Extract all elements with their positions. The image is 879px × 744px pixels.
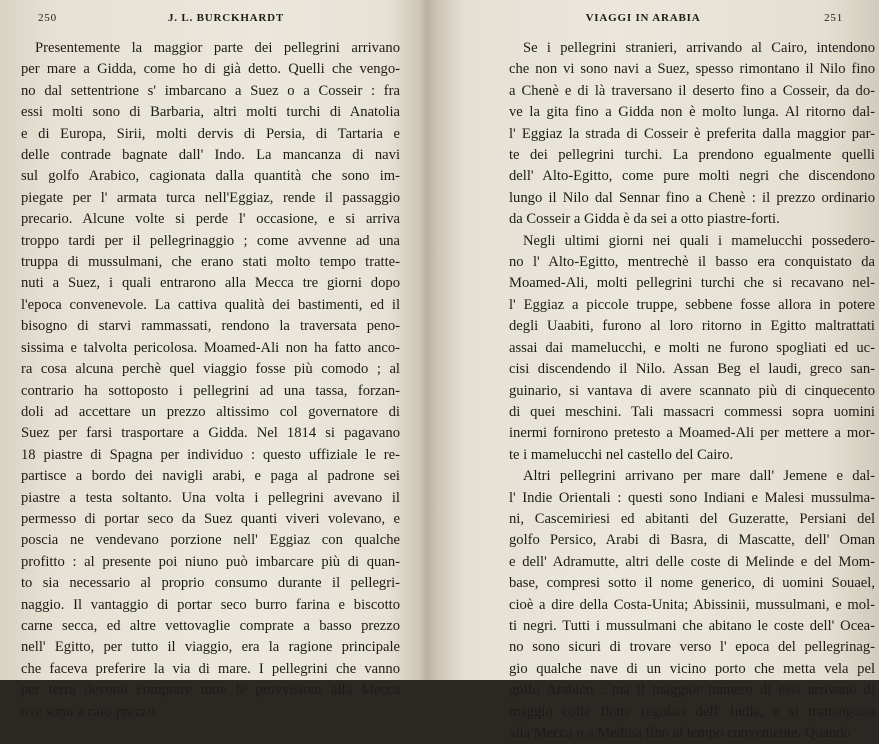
text-line: ra cosa alcuna perchè quel viaggio fosse più comodo ; al [21, 361, 400, 378]
text-line: Negli ultimi giorni nei quali i mamelucchi possedero- [523, 232, 875, 249]
left-page-number: 250 [38, 12, 57, 24]
text-line: contrario ha sottoposto i pellegrini ad una tassa, forzan- [21, 382, 400, 399]
text-line: Altri pellegrini arrivano per mare dall' Jemene e dal- [523, 468, 875, 485]
paragraph [509, 231, 875, 466]
text-line: essi molti sono di Barbaria, altri molti turchi di Anatolia [21, 104, 400, 121]
text-line: naggio. Il vantaggio di portar seco burro farina e biscotto [21, 596, 400, 613]
text-line: che faceva preferire la via di mare. I pellegrini che vanno [21, 660, 400, 677]
text-line: per mare a Gidda, come ho di già detto. Quelli che vengo- [21, 61, 400, 78]
text-line: l' Eggiaz la strada di Cosseir è preferita dalla maggior par- [509, 125, 875, 142]
text-line: sul golfo Arabico, cagionata dalla quantità che sono im- [21, 168, 400, 185]
right-body-text [509, 38, 875, 744]
text-line: to sia necessario al proprio consumo durante il pellegri- [21, 575, 400, 592]
text-line: nuti a Suez, i quali entrarono alla Mecca tre giorni dopo [21, 275, 400, 292]
text-line: permesso di portar seco da Suez quanti viveri volevano, e [21, 510, 400, 527]
text-line: che non vi sono navi a Suez, spesso rimontano il Nilo fino [509, 61, 875, 78]
text-line: e di Europa, Sirii, molti dervis di Persia, di Tartaria e [21, 125, 400, 142]
text-line: per terra devono comprare tutte le provvisioni alla Mecca [21, 682, 400, 699]
text-line: l'epoca convenevole. La cattiva qualità dei bastimenti, ed il [21, 296, 400, 313]
right-page [437, 0, 879, 741]
text-line: inermi fornirono pretesto a Moamed-Ali per mettere a mor- [509, 425, 875, 442]
text-line: delle contrade bagnate dall' Indo. La mancanza di navi [21, 147, 400, 164]
text-line: no sono sicuri di trovare verso l' epoca del pellegrinag- [509, 639, 875, 656]
text-line: assai dai mamelucchi, e molti ne furono spogliati ed uc- [509, 339, 875, 356]
text-line: te dei pellegrini turchi. La prendono egualmente quelli [509, 147, 875, 164]
text-line: troppo tardi per il pellegrinaggio ; come avvenne ad una [21, 232, 400, 249]
text-line: base, compresi sotto il nome generico, di uomini Souael, [509, 575, 875, 592]
text-line: doli ad accettare un prezzo altissimo col governatore di [21, 403, 400, 420]
text-line: a Chenè e di là traversano il deserto fino a Cosseir, da do- [509, 82, 875, 99]
text-line: e dell' Adramutte, altri delle coste di Melinde e del Mom- [509, 553, 875, 570]
text-line: guinario, si vantava di avere scannato più di cinquecento [509, 382, 875, 399]
text-line: nell' Egitto, per tutto il viaggio, era la ragione principale [21, 639, 400, 656]
text-line: truppa di mussulmani, che erano stati molto tempo tratte- [21, 254, 400, 271]
right-running-head [437, 12, 879, 28]
text-line: piegate per l' armata turca nell'Eggiaz, rende il passaggio [21, 189, 400, 206]
text-line: Presentemente la maggior parte dei pellegrini arrivano [35, 40, 400, 56]
paragraph [509, 466, 875, 744]
text-line: alla Mecca o a Medina fino al tempo conveniente. Quando [509, 725, 852, 741]
left-running-head [0, 12, 418, 28]
text-line: degli Uaabiti, furono al loro ritorno in Egitto maltrattati [509, 318, 875, 335]
text-line: l' Eggiaz a piccole truppe, sebbene fosse allora in potere [509, 296, 875, 313]
paragraph [21, 38, 400, 723]
text-line: Se i pellegrini stranieri, arrivando al Cairo, intendono [523, 40, 875, 56]
text-line: da Cosseir a Gidda è da sei a otto piastre-forti. [509, 211, 780, 228]
paragraph [509, 38, 875, 231]
text-line: precario. Alcune volte si perde l' occasione, e si arriva [21, 211, 400, 228]
text-line: 18 piastre di Spagna per individuo : questo uffiziale le re- [21, 446, 400, 463]
text-line: sissima e talvolta pericolosa. Moamed-Ali non ha fatto anco- [21, 339, 400, 356]
text-line: ti negri. Tutti i mussulmani che abitano le coste dell' Ocea- [509, 617, 875, 634]
text-line: profitto : al presente poi niuno può imbarcare più di quan- [21, 553, 400, 570]
text-line: bisogno di starvi rammassati, rendono la traversata peno- [21, 318, 400, 335]
text-line: di quei meschini. Tali massacri commessi sopra uomini [509, 403, 875, 420]
text-line: maggio colle flotte regolari dell' India, e si trattengono [509, 703, 875, 720]
text-line: no dal settentrione s' imbarcano a Suez o a Cosseir : fra [21, 82, 400, 99]
text-line: cisi discendendo il Nilo. Assan Beg el laudi, greco san- [509, 361, 875, 378]
right-running-title: VIAGGI IN ARABIA [585, 12, 701, 24]
text-line: golfo Arabico : ma il maggior numero di essi arrivano di [509, 682, 875, 699]
text-line: l' Indie Orientali : questi sono Indiani e Malesi mussulma- [509, 489, 875, 506]
text-line: no l' Alto-Egitto, mentrechè il basso era conquistato da [509, 254, 875, 271]
left-running-title: J. L. BURCKHARDT [167, 12, 285, 24]
text-line: ni, Cascemiriesi ed abitanti del Guzeratte, Persiani del [509, 510, 875, 527]
text-line: dell' Alto-Egitto, come pure molti negri che discendono [509, 168, 875, 185]
text-line: Moamed-Ali, molti pellegrini turchi che si recavano nel- [509, 275, 875, 292]
text-line: cioè a dire della Costa-Unita; Abissinii, mussulmani, e mol- [509, 596, 875, 613]
left-page [0, 0, 418, 720]
left-body-text [21, 38, 400, 723]
text-line: te i mamelucchi nel castello del Cairo. [509, 446, 734, 463]
text-line: lungo il Nilo dal Sennar fino a Chenè : il prezzo ordinario [509, 189, 875, 206]
text-line: Suez per farsi trasportare a Gidda. Nel 1814 si pagavano [21, 425, 400, 442]
right-page-number: 251 [824, 12, 843, 24]
text-line: ve la gita fino a Gidda non è molto lunga. Al ritorno dal- [509, 104, 875, 121]
text-line: partisce a bordo dei navigli arabi, e paga al padrone sei [21, 468, 400, 485]
text-line: poscia ne vendevano porzione nell' Eggiaz con qualche [21, 532, 400, 549]
text-line: ove sono a caro prezzo. [21, 703, 159, 720]
text-line: carne secca, ed altre vettovaglie comprate a basso prezzo [21, 617, 400, 634]
text-line: piastre a testa soltanto. Una volta i pellegrini avevano il [21, 489, 400, 506]
text-line: golfo Persico, Arabi di Basra, di Mascatte, dell' Oman [509, 532, 875, 549]
text-line: gio qualche nave di un vicino porto che metta vela pel [509, 660, 875, 677]
